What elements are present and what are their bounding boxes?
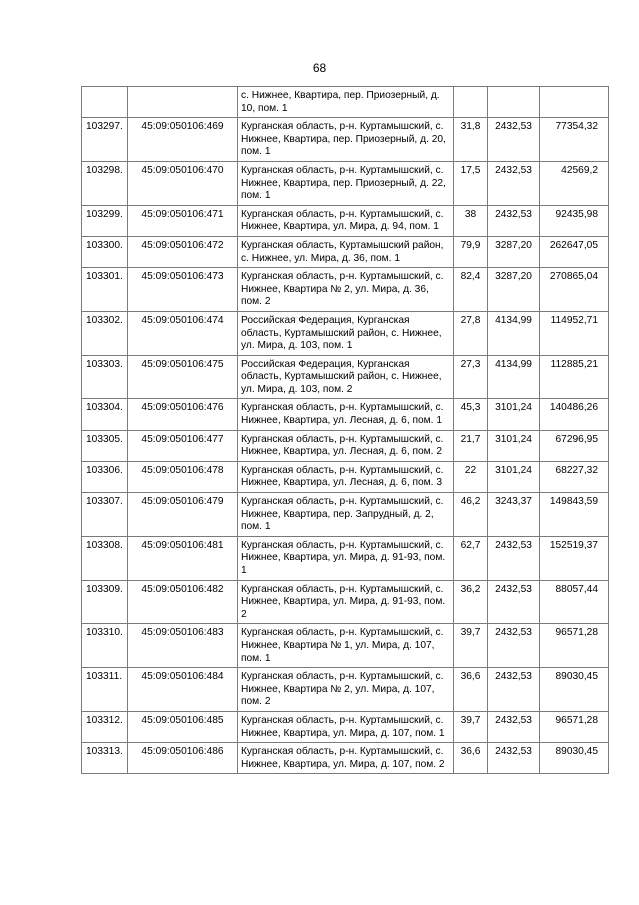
table-row — [82, 430, 609, 461]
price-cell: 3243,37 — [488, 493, 540, 537]
price-cell: 2432,53 — [488, 580, 540, 624]
table-row — [82, 399, 609, 430]
address-cell: Курганская область, р-н. Куртамышский, с. Нижнее, Квартира № 1, ул. Мира, д. 107, пом. 1 — [238, 624, 454, 668]
price-cell: 2432,53 — [488, 118, 540, 162]
cadastral-number-cell: 45:09:050106:475 — [128, 355, 238, 399]
address-cell: Курганская область, р-н. Куртамышский, с. Нижнее, Квартира, пер. Запрудный, д. 2, пом. 1 — [238, 493, 454, 537]
area-cell: 39,7 — [454, 624, 488, 668]
area-cell: 17,5 — [454, 161, 488, 205]
row-number-cell: 103310. — [82, 624, 128, 668]
row-number-cell: 103297. — [82, 118, 128, 162]
price-cell — [488, 87, 540, 118]
price-cell: 2432,53 — [488, 743, 540, 774]
price-cell: 3101,24 — [488, 430, 540, 461]
cadastral-number-cell: 45:09:050106:486 — [128, 743, 238, 774]
total-cell: 89030,45 — [540, 743, 609, 774]
property-table — [81, 86, 609, 774]
area-cell: 39,7 — [454, 711, 488, 742]
price-cell: 3287,20 — [488, 268, 540, 312]
cadastral-number-cell: 45:09:050106:471 — [128, 205, 238, 236]
price-cell: 4134,99 — [488, 311, 540, 355]
table-row — [82, 118, 609, 162]
address-cell: Курганская область, р-н. Куртамышский, с. Нижнее, Квартира, пер. Приозерный, д. 22, пом. 1 — [238, 161, 454, 205]
price-cell: 2432,53 — [488, 711, 540, 742]
price-cell: 3101,24 — [488, 399, 540, 430]
total-cell: 42569,2 — [540, 161, 609, 205]
area-cell: 46,2 — [454, 493, 488, 537]
address-cell: Курганская область, р-н. Куртамышский, с. Нижнее, Квартира, ул. Лесная, д. 6, пом. 1 — [238, 399, 454, 430]
cadastral-number-cell: 45:09:050106:470 — [128, 161, 238, 205]
price-cell: 3101,24 — [488, 461, 540, 492]
total-cell: 262647,05 — [540, 236, 609, 267]
cadastral-number-cell: 45:09:050106:469 — [128, 118, 238, 162]
page-number: 68 — [312, 61, 327, 75]
row-number-cell: 103312. — [82, 711, 128, 742]
row-number-cell: 103304. — [82, 399, 128, 430]
table-row — [82, 236, 609, 267]
area-cell: 27,3 — [454, 355, 488, 399]
address-cell: Российская Федерация, Курганская область, Куртамышский район, с. Нижнее, ул. Мира, д. 103, пом. 2 — [238, 355, 454, 399]
address-cell: Курганская область, р-н. Куртамышский, с. Нижнее, Квартира, ул. Мира, д. 91-93, пом. 1 — [238, 536, 454, 580]
address-cell: Курганская область, р-н. Куртамышский, с. Нижнее, Квартира, ул. Мира, д. 107, пом. 2 — [238, 743, 454, 774]
table-body — [82, 87, 609, 774]
row-number-cell: 103307. — [82, 493, 128, 537]
row-number-cell: 103302. — [82, 311, 128, 355]
total-cell: 112885,21 — [540, 355, 609, 399]
total-cell: 114952,71 — [540, 311, 609, 355]
table-row — [82, 268, 609, 312]
total-cell: 270865,04 — [540, 268, 609, 312]
row-number-cell: 103309. — [82, 580, 128, 624]
total-cell: 92435,98 — [540, 205, 609, 236]
table-row — [82, 461, 609, 492]
row-number-cell: 103308. — [82, 536, 128, 580]
address-cell: с. Нижнее, Квартира, пер. Приозерный, д. 10, пом. 1 — [238, 87, 454, 118]
row-number-cell: 103299. — [82, 205, 128, 236]
address-cell: Курганская область, р-н. Куртамышский, с. Нижнее, Квартира, ул. Мира, д. 94, пом. 1 — [238, 205, 454, 236]
price-cell: 3287,20 — [488, 236, 540, 267]
area-cell: 36,6 — [454, 743, 488, 774]
cadastral-number-cell: 45:09:050106:477 — [128, 430, 238, 461]
total-cell: 96571,28 — [540, 711, 609, 742]
row-number-cell: 103301. — [82, 268, 128, 312]
total-cell: 88057,44 — [540, 580, 609, 624]
cadastral-number-cell: 45:09:050106:478 — [128, 461, 238, 492]
address-cell: Курганская область, р-н. Куртамышский, с. Нижнее, Квартира, пер. Приозерный, д. 20, пом. 1 — [238, 118, 454, 162]
total-cell: 96571,28 — [540, 624, 609, 668]
total-cell: 152519,37 — [540, 536, 609, 580]
area-cell: 21,7 — [454, 430, 488, 461]
cadastral-number-cell: 45:09:050106:484 — [128, 668, 238, 712]
row-number-cell: 103303. — [82, 355, 128, 399]
cadastral-number-cell: 45:09:050106:485 — [128, 711, 238, 742]
price-cell: 2432,53 — [488, 205, 540, 236]
row-number-cell: 103311. — [82, 668, 128, 712]
row-number-cell: 103305. — [82, 430, 128, 461]
table-row — [82, 668, 609, 712]
address-cell: Курганская область, р-н. Куртамышский, с. Нижнее, Квартира, ул. Лесная, д. 6, пом. 2 — [238, 430, 454, 461]
table-row — [82, 355, 609, 399]
area-cell: 62,7 — [454, 536, 488, 580]
address-cell: Курганская область, р-н. Куртамышский, с. Нижнее, Квартира № 2, ул. Мира, д. 36, пом. 2 — [238, 268, 454, 312]
row-number-cell: 103300. — [82, 236, 128, 267]
table-row — [82, 205, 609, 236]
price-cell: 2432,53 — [488, 624, 540, 668]
area-cell: 22 — [454, 461, 488, 492]
total-cell: 140486,26 — [540, 399, 609, 430]
row-number-cell: 103306. — [82, 461, 128, 492]
total-cell: 67296,95 — [540, 430, 609, 461]
total-cell: 149843,59 — [540, 493, 609, 537]
cadastral-number-cell: 45:09:050106:482 — [128, 580, 238, 624]
price-cell: 2432,53 — [488, 668, 540, 712]
total-cell: 68227,32 — [540, 461, 609, 492]
price-cell: 4134,99 — [488, 355, 540, 399]
area-cell — [454, 87, 488, 118]
address-cell: Курганская область, р-н. Куртамышский, с. Нижнее, Квартира № 2, ул. Мира, д. 107, пом. 2 — [238, 668, 454, 712]
table-row — [82, 493, 609, 537]
price-cell: 2432,53 — [488, 161, 540, 205]
table-row — [82, 743, 609, 774]
cadastral-number-cell: 45:09:050106:481 — [128, 536, 238, 580]
row-number-cell — [82, 87, 128, 118]
area-cell: 27,8 — [454, 311, 488, 355]
cadastral-number-cell: 45:09:050106:474 — [128, 311, 238, 355]
table-row — [82, 161, 609, 205]
table-row — [82, 311, 609, 355]
cadastral-number-cell: 45:09:050106:473 — [128, 268, 238, 312]
total-cell: 89030,45 — [540, 668, 609, 712]
row-number-cell: 103313. — [82, 743, 128, 774]
area-cell: 36,6 — [454, 668, 488, 712]
total-cell — [540, 87, 609, 118]
row-number-cell: 103298. — [82, 161, 128, 205]
address-cell: Российская Федерация, Курганская область, Куртамышский район, с. Нижнее, ул. Мира, д. 103, пом. 1 — [238, 311, 454, 355]
table-row — [82, 536, 609, 580]
area-cell: 45,3 — [454, 399, 488, 430]
cadastral-number-cell: 45:09:050106:472 — [128, 236, 238, 267]
cadastral-number-cell: 45:09:050106:476 — [128, 399, 238, 430]
area-cell: 82,4 — [454, 268, 488, 312]
area-cell: 36,2 — [454, 580, 488, 624]
table-row — [82, 711, 609, 742]
table-row — [82, 580, 609, 624]
address-cell: Курганская область, р-н. Куртамышский, с. Нижнее, Квартира, ул. Лесная, д. 6, пом. 3 — [238, 461, 454, 492]
cadastral-number-cell: 45:09:050106:483 — [128, 624, 238, 668]
area-cell: 31,8 — [454, 118, 488, 162]
table-row — [82, 624, 609, 668]
address-cell: Курганская область, р-н. Куртамышский, с. Нижнее, Квартира, ул. Мира, д. 91-93, пом. 2 — [238, 580, 454, 624]
area-cell: 79,9 — [454, 236, 488, 267]
address-cell: Курганская область, р-н. Куртамышский, с. Нижнее, Квартира, ул. Мира, д. 107, пом. 1 — [238, 711, 454, 742]
cadastral-number-cell: 45:09:050106:479 — [128, 493, 238, 537]
area-cell: 38 — [454, 205, 488, 236]
total-cell: 77354,32 — [540, 118, 609, 162]
table-row — [82, 87, 609, 118]
cadastral-number-cell — [128, 87, 238, 118]
price-cell: 2432,53 — [488, 536, 540, 580]
address-cell: Курганская область, Куртамышский район, с. Нижнее, ул. Мира, д. 36, пом. 1 — [238, 236, 454, 267]
